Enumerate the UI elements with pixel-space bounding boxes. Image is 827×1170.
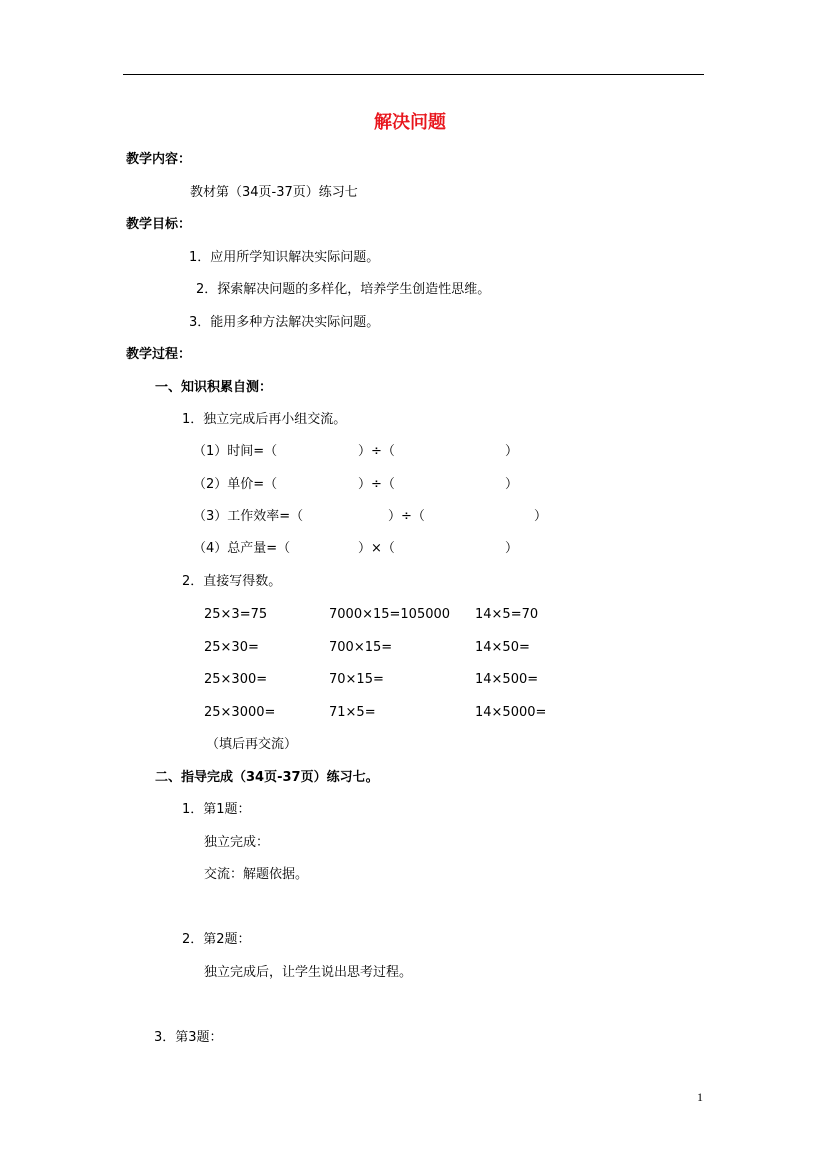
calc-cell: 7000×15=105000	[329, 607, 451, 622]
goal-item: 1．应用所学知识解决实际问题。	[189, 250, 380, 265]
page-title: 解决问题	[374, 112, 446, 133]
formula-end: ）	[505, 444, 519, 459]
calc-cell: 700×15=	[329, 640, 393, 655]
question-text: 独立完成后，让学生说出思考过程。	[204, 965, 413, 980]
content-heading: 教学内容：	[126, 152, 192, 167]
question-label: 1．第1题：	[182, 802, 251, 817]
part1-heading: 一、知识积累自测：	[155, 380, 273, 395]
header-rule	[123, 74, 704, 75]
part2-heading: 二、指导完成（34页-37页）练习七。	[155, 770, 379, 785]
process-heading: 教学过程：	[126, 347, 192, 362]
calc-cell: 25×30=	[204, 640, 259, 655]
calc-cell: 14×50=	[475, 640, 530, 655]
formula-end: ）	[534, 509, 548, 524]
formula-operator: ）÷（	[388, 509, 425, 524]
calc-cell: 25×300=	[204, 672, 268, 687]
question-text: 独立完成：	[204, 835, 270, 850]
formula-label: （2）单价=（	[193, 477, 278, 492]
formula-operator: ）×（	[358, 541, 395, 556]
goal-item: 3．能用多种方法解决实际问题。	[189, 315, 380, 330]
calc-cell: 14×5=70	[475, 607, 539, 622]
part1-item2: 2．直接写得数。	[182, 574, 282, 589]
calc-note: （填后再交流）	[206, 737, 298, 752]
calc-cell: 14×500=	[475, 672, 539, 687]
goals-heading: 教学目标：	[126, 217, 192, 232]
question-label: 3．第3题：	[154, 1030, 223, 1045]
goal-item: 2．探索解决问题的多样化，培养学生创造性思维。	[196, 282, 491, 297]
formula-label: （4）总产量=（	[193, 541, 291, 556]
formula-operator: ）÷（	[358, 477, 395, 492]
calc-cell: 14×5000=	[475, 705, 547, 720]
formula-operator: ）÷（	[358, 444, 395, 459]
formula-label: （1）时间=（	[193, 444, 278, 459]
calc-cell: 70×15=	[329, 672, 384, 687]
calc-cell: 71×5=	[329, 705, 376, 720]
question-text: 交流：解题依据。	[204, 867, 309, 882]
formula-end: ）	[505, 541, 519, 556]
content-text: 教材第（34页-37页）练习七	[190, 185, 358, 200]
formula-label: （3）工作效率=（	[193, 509, 304, 524]
page-number: 1	[697, 1090, 703, 1104]
formula-end: ）	[505, 477, 519, 492]
calc-cell: 25×3000=	[204, 705, 276, 720]
question-label: 2．第2题：	[182, 932, 251, 947]
part1-item1: 1．独立完成后再小组交流。	[182, 412, 347, 427]
calc-cell: 25×3=75	[204, 607, 268, 622]
